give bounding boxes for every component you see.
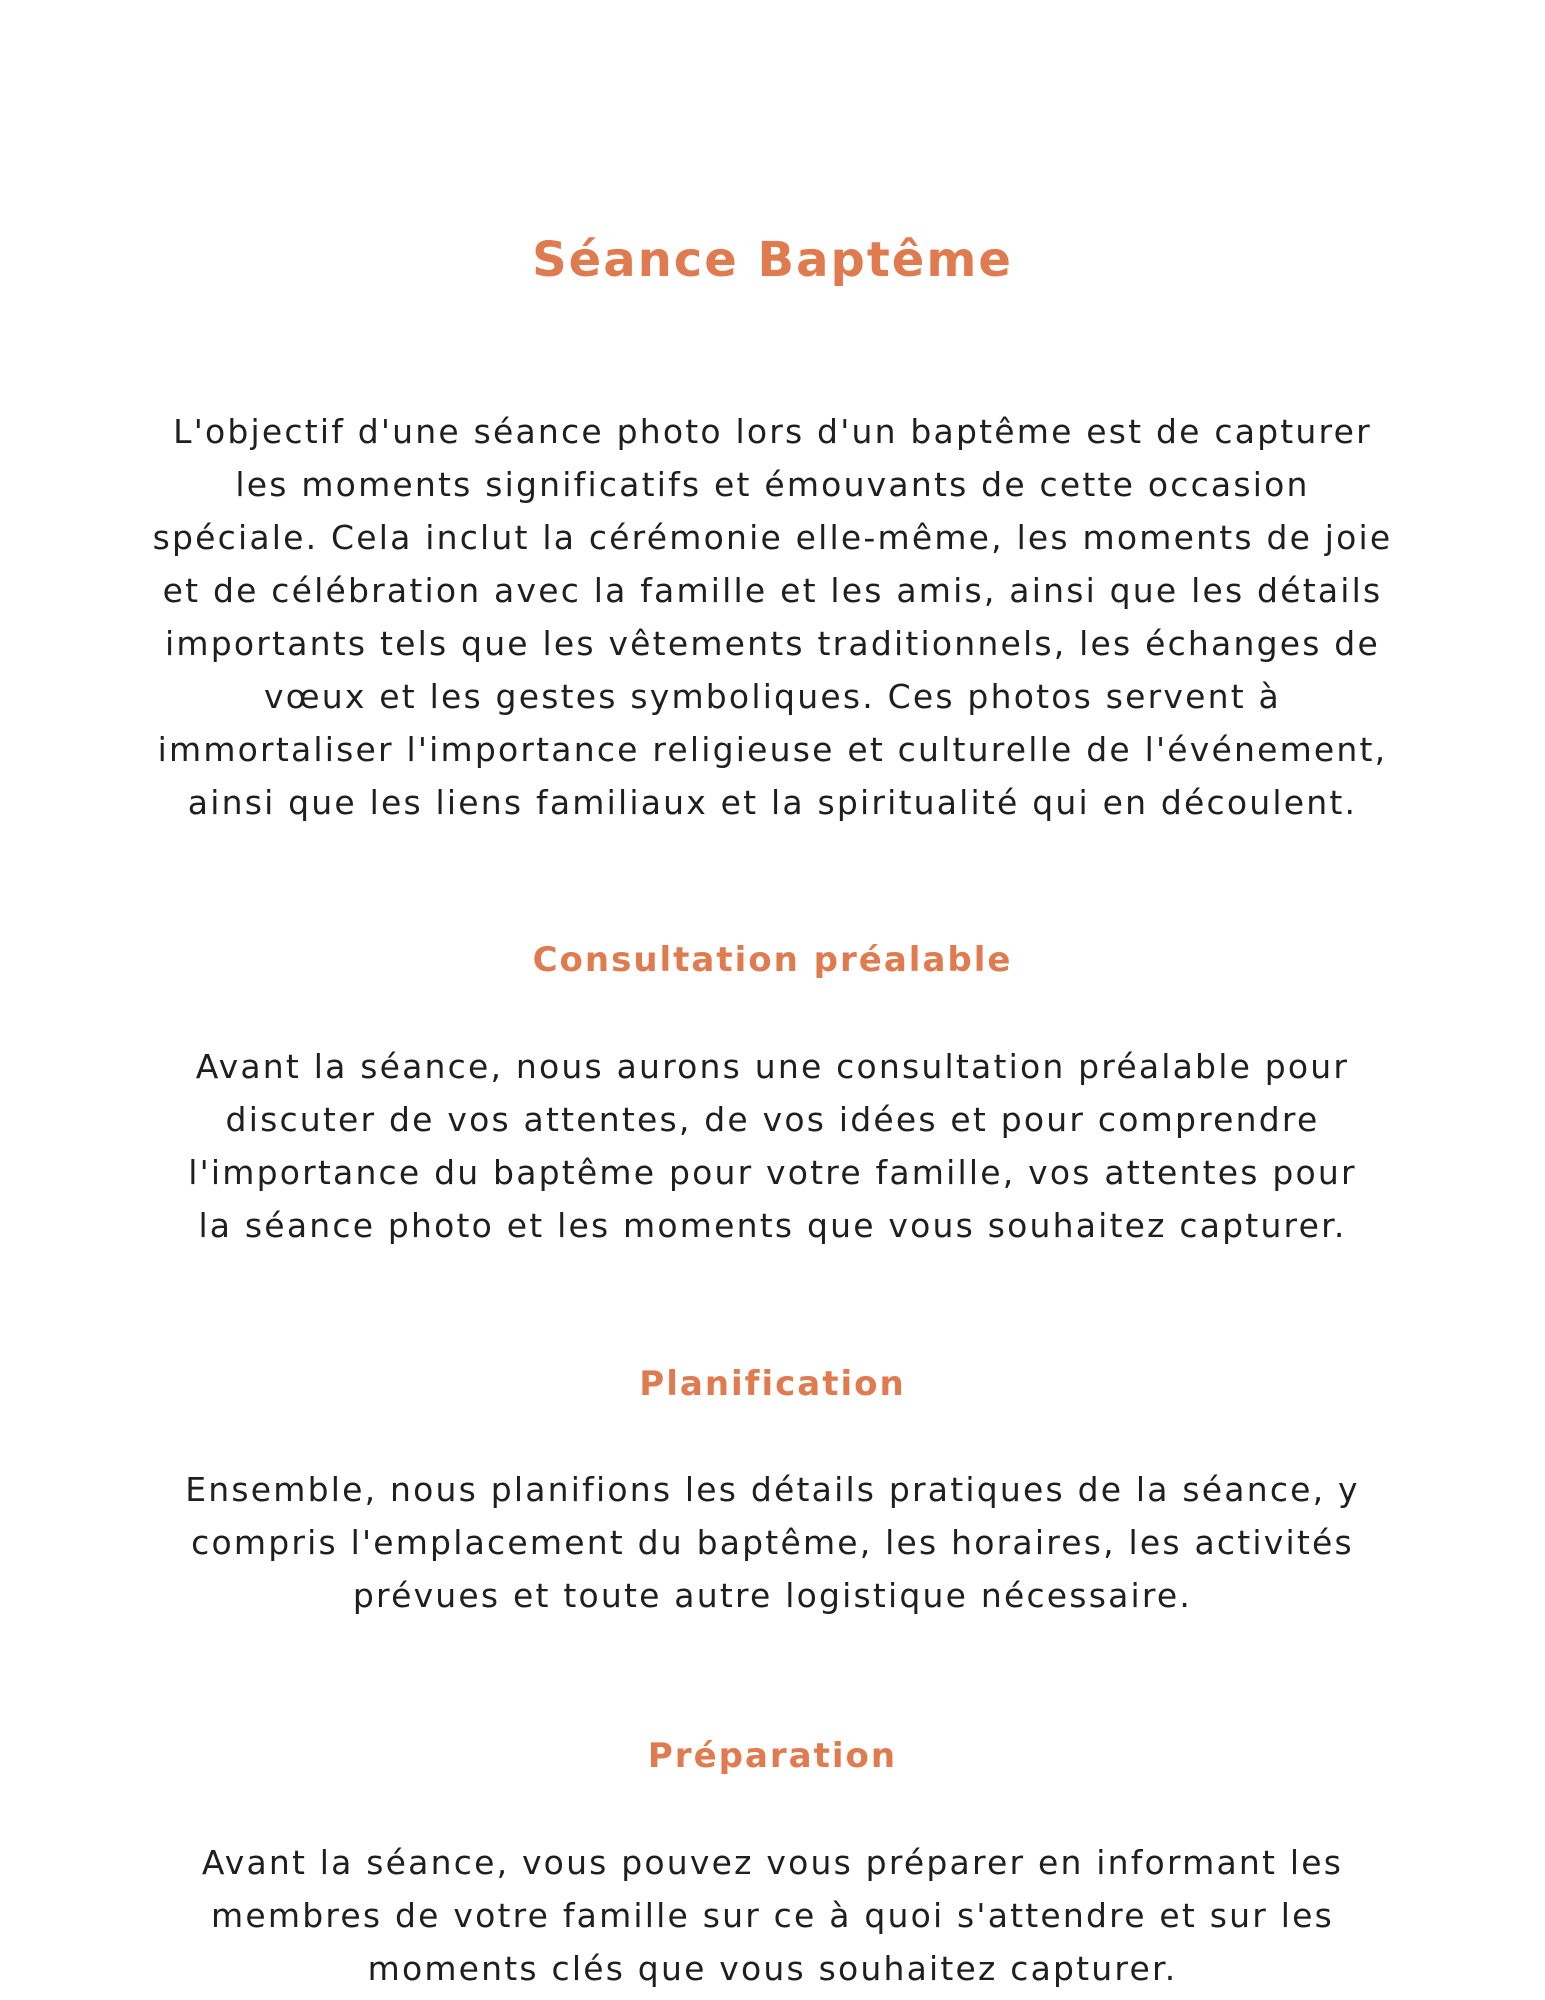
- page-title: Séance Baptême: [532, 232, 1013, 288]
- section-body-planification: Ensemble, nous planifions les détails pratiques de la séance, y compris l'emplacement du baptême, les horaires, les activités prévues et toute autre logistique nécessaire.: [185, 1470, 1360, 1615]
- section-heading-preparation: Préparation: [647, 1736, 898, 1776]
- section-heading-planification: Planification: [639, 1364, 906, 1404]
- section-body-consultation: Avant la séance, nous aurons une consultation préalable pour discuter de vos attentes, de vos idées et pour comprendre l'importance du baptême pour votre famille, vos attentes pour la séance photo et les moments que vous souhaitez capturer.: [188, 1047, 1357, 1245]
- section-heading-consultation: Consultation préalable: [532, 940, 1013, 980]
- intro-paragraph: L'objectif d'une séance photo lors d'un baptême est de capturer les moments significatifs et émouvants de cette occasion spéciale. Cela inclut la cérémonie elle-même, les moments de joie et de célébration avec la famille et les amis, ainsi que les détails importants tels que les vêtements traditionnels, les échanges de vœux et les gestes symboliques. Ces photos servent à immortaliser l'importance religieuse et culturelle de l'événement, ainsi que les liens familiaux et la spiritualité qui en découlent.: [152, 412, 1393, 822]
- section-body-preparation: Avant la séance, vous pouvez vous préparer en informant les membres de votre famille sur ce à quoi s'attendre et sur les moments clés que vous souhaitez capturer.: [201, 1843, 1344, 1988]
